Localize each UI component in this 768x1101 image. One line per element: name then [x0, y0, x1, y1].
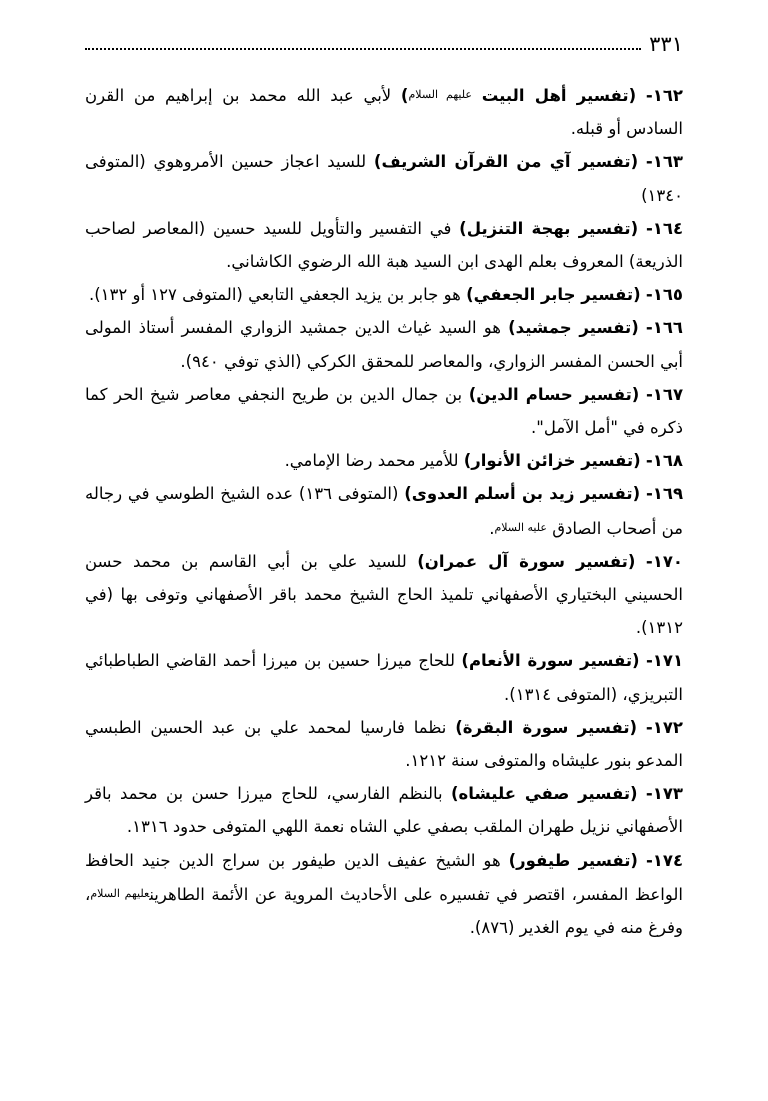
entry-title: (تفسير سورة الأنعام): [461, 651, 640, 671]
entry-text: هو الشيخ عفيف الدين طيفور بن سراج الدين جنيد الحافظ الواعظ المفسر، اقتصر في تفسيره على الأحاديث المروية عن الأئمة الطاهرين: [85, 850, 683, 904]
entry-number: ١٦٦-: [645, 318, 683, 338]
entry-number: ١٦٣-: [645, 152, 683, 172]
entry-number: ١٧١-: [645, 651, 684, 671]
entry-174: [85, 844, 683, 945]
entry-title: (تفسير زيد بن أسلم العدوى): [404, 484, 641, 504]
entry-title: (تفسير سورة آل عمران): [417, 551, 636, 571]
honorific-symbol: عليهم السلام: [90, 886, 150, 900]
page-number: ٣٣١: [649, 32, 683, 56]
entry-168: [85, 444, 683, 477]
honorific-symbol: عليه السلام: [494, 520, 547, 534]
entry-number: ١٦٢-: [645, 86, 683, 105]
entry-text: للسيد علي بن أبي القاسم بن محمد حسن الحسيني البختياري الأصفهاني تلميذ الحاج الشيخ محمد باقر الأصفهاني وتوفى بها (في ١٣١٢).: [85, 551, 683, 638]
entry-title: (تفسير بهجة التنزيل): [459, 218, 639, 238]
page-header: [85, 28, 683, 56]
entry-title: (تفسير صفي عليشاه): [450, 784, 638, 804]
entry-text-end: .: [489, 518, 495, 538]
entry-number: ١٧٢-: [645, 717, 683, 737]
entry-163: [85, 145, 683, 211]
entry-title-close: ): [400, 86, 409, 105]
entry-text: في التفسير والتأويل للسيد حسين (المعاصر لصاحب الذريعة) المعروف بعلم الهدى ابن السيد هبة الله الرضوي الكاشاني.: [85, 218, 683, 272]
entry-title: (تفسير أهل البيت: [481, 86, 637, 105]
honorific-symbol: عليهم السلام: [408, 88, 472, 101]
entry-number: ١٦٨-: [645, 451, 683, 471]
entry-number: ١٦٩-: [645, 484, 684, 504]
entry-165: [85, 278, 683, 311]
entry-text: لأبي عبد الله محمد بن إبراهيم من القرن السادس أو قبله.: [85, 86, 683, 139]
entry-number: ١٦٥-: [645, 285, 683, 305]
entry-172: [85, 711, 683, 777]
entry-number: ١٧٤-: [645, 850, 684, 870]
entry-number: ١٦٤-: [645, 218, 684, 238]
entry-title: (تفسير جمشيد): [508, 318, 639, 338]
entry-text: هو السيد غياث الدين جمشيد الزواري المفسر أستاذ المولى أبي الحسن المفسر الزواري، والمعاصر للمحقق الكركي (الذي توفي ٩٤٠).: [85, 318, 683, 371]
entry-text: للأمير محمد رضا الإمامي.: [284, 451, 464, 471]
entry-number: ١٧٠-: [645, 551, 683, 571]
entry-170: [85, 545, 683, 645]
entry-text: بالنظم الفارسي، للحاج ميرزا حسن بن محمد باقر الأصفهاني نزيل طهران الملقب بصفي علي الشاه نعمة اللهي المتوفى حدود ١٣١٦.: [85, 784, 683, 837]
entry-169: [85, 477, 683, 544]
entry-166: [85, 311, 683, 377]
entry-164: [85, 212, 683, 278]
entry-162: [85, 78, 683, 145]
entry-text: بن جمال الدين بن طريح النجفي معاصر شيخ الحر كما ذكره في "أمل الآمل".: [85, 384, 683, 438]
entry-title: (تفسير آي من القرآن الشريف): [373, 152, 639, 172]
entry-text-end: ، وفرغ منه في يوم الغدير (٨٧٦).: [85, 884, 683, 938]
entry-title: (تفسير سورة البقرة): [455, 717, 638, 737]
entry-number: ١٦٧-: [645, 384, 684, 404]
entries-list: [85, 78, 683, 944]
entry-text: (المتوفى ١٣٦) عده الشيخ الطوسي في رجاله من أصحاب الصادق: [85, 484, 683, 538]
entry-text: للسيد اعجاز حسين الأمروهوي (المتوفى ١٣٤٠): [85, 152, 683, 205]
entry-text: نظما فارسيا لمحمد علي بن عبد الحسين الطبسي المدعو بنور عليشاه والمتوفى سنة ١٢١٢.: [85, 717, 683, 771]
entry-number: ١٧٣-: [645, 784, 683, 804]
dotted-leader: [85, 44, 641, 50]
entry-title: (تفسير حسام الدين): [468, 384, 640, 404]
entry-173: [85, 777, 683, 843]
entry-title: (تفسير جابر الجعفي): [466, 285, 641, 305]
entry-167: [85, 378, 683, 444]
entry-text: هو جابر بن يزيد الجعفي التابعي (المتوفى ١٢٧ أو ١٣٢).: [88, 285, 467, 305]
entry-title: (تفسير طيفور): [508, 850, 638, 870]
entry-text: للحاج ميرزا حسين بن ميرزا أحمد القاضي الطباطبائي التبريزي، (المتوفى ١٣١٤).: [85, 651, 683, 704]
entry-title: (تفسير خزائن الأنوار): [463, 451, 641, 471]
entry-171: [85, 644, 683, 710]
